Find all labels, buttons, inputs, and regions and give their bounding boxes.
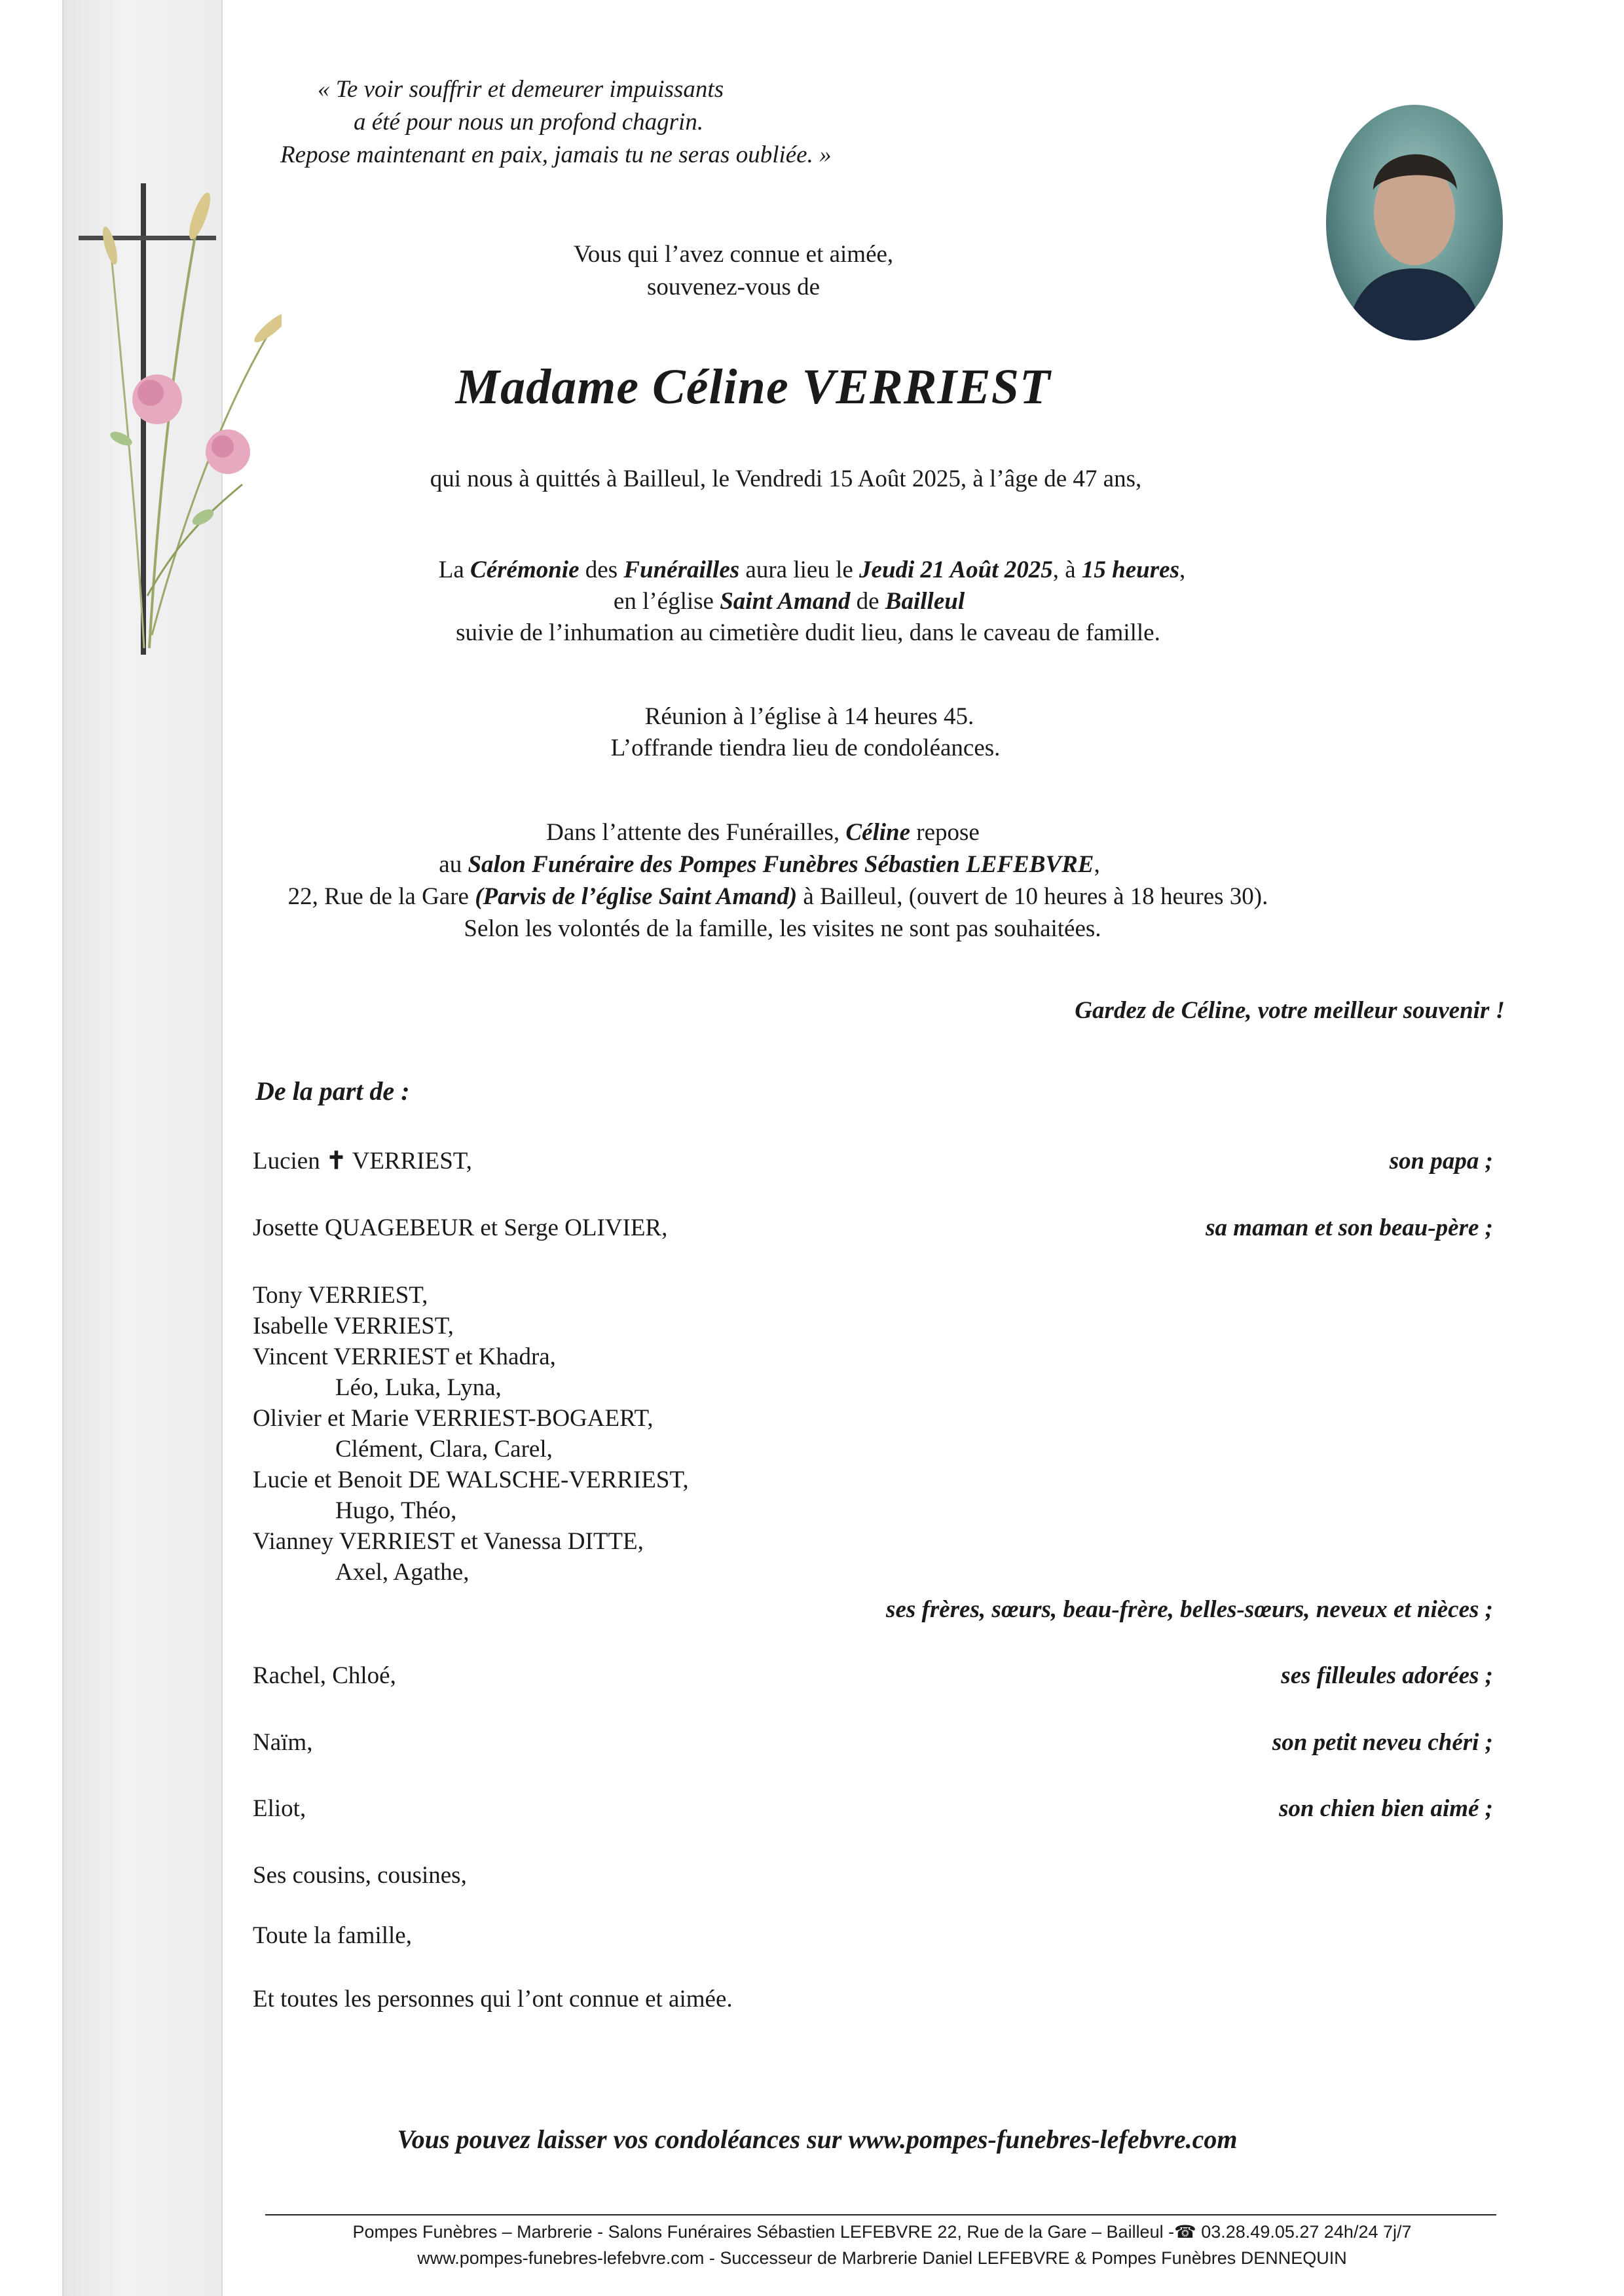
intro-line-1: Vous qui l’avez connue et aimée, xyxy=(573,241,894,268)
from-label: De la part de : xyxy=(255,1076,410,1106)
all-people-line: Et toutes les personnes qui l’ont connue et aimée. xyxy=(253,1986,733,2013)
sibling-line: Olivier et Marie VERRIEST-BOGAERT, xyxy=(253,1405,654,1432)
nephew-role: son petit neveu chéri ; xyxy=(1272,1729,1493,1756)
ceremony-line-2: en l’église Saint Amand de Bailleul xyxy=(613,588,965,615)
sibling-line: Tony VERRIEST, xyxy=(253,1282,428,1309)
sibling-line: Lucie et Benoit DE WALSCHE-VERRIEST, xyxy=(253,1467,689,1493)
quote-line-1: « Te voir souffrir et demeurer impuissants xyxy=(318,76,724,103)
ceremony-line-1: La Cérémonie des Funérailles aura lieu le Jeudi 21 Août 2025, à 15 heures, xyxy=(438,556,1186,583)
sibling-line: Vincent VERRIEST et Khadra, xyxy=(253,1343,556,1370)
keep-memory-line: Gardez de Céline, votre meilleur souvenir ! xyxy=(1075,997,1505,1024)
maman-name: Josette QUAGEBEUR et Serge OLIVIER, xyxy=(253,1214,668,1241)
footer-line-2: www.pompes-funebres-lefebvre.com - Successeur de Marbrerie Daniel LEFEBVRE & Pompes Funèbres DENNEQUIN xyxy=(417,2248,1347,2268)
maman-role: sa maman et son beau-père ; xyxy=(1206,1214,1493,1241)
salon-line-2: au Salon Funéraire des Pompes Funèbres Sébastien LEFEBVRE, xyxy=(439,851,1100,878)
salon-line-3: 22, Rue de la Gare (Parvis de l’église Saint Amand) à Bailleul, (ouvert de 10 heures à 18 heures 30). xyxy=(287,883,1268,910)
footer-divider xyxy=(265,2214,1496,2215)
dog-name: Eliot, xyxy=(253,1795,306,1822)
papa-role: son papa ; xyxy=(1389,1148,1493,1175)
goddaughters-name: Rachel, Chloé, xyxy=(253,1662,396,1689)
quote-line-2: a été pour nous un profond chagrin. xyxy=(354,109,704,136)
meeting-line-1: Réunion à l’église à 14 heures 45. xyxy=(644,703,974,730)
sibling-children-line: Clément, Clara, Carel, xyxy=(335,1436,553,1463)
nephew-name: Naïm, xyxy=(253,1729,313,1756)
cousins-line: Ses cousins, cousines, xyxy=(253,1862,467,1889)
intro-line-2: souvenez-vous de xyxy=(646,274,821,301)
sibling-line: Vianney VERRIEST et Vanessa DITTE, xyxy=(253,1528,644,1555)
sibling-children-line: Léo, Luka, Lyna, xyxy=(335,1374,502,1401)
salon-line-1: Dans l’attente des Funérailles, Céline repose xyxy=(546,819,980,846)
sibling-children-line: Axel, Agathe, xyxy=(335,1559,470,1586)
papa-name: Lucien ✝ VERRIEST, xyxy=(253,1148,472,1175)
footer-line-1: Pompes Funèbres – Marbrerie - Salons Funéraires Sébastien LEFEBVRE 22, Rue de la Gare – Bailleul -☎ 03.28.49.05.27 24h/24 7j/7 xyxy=(352,2222,1412,2242)
ceremony-line-3: suivie de l’inhumation au cimetière dudit lieu, dans le caveau de famille. xyxy=(456,619,1160,646)
sibling-line: Isabelle VERRIEST, xyxy=(253,1313,454,1339)
phone-icon: ☎ xyxy=(1174,2222,1196,2242)
sibling-children-line: Hugo, Théo, xyxy=(335,1497,457,1524)
siblings-role: ses frères, sœurs, beau-frère, belles-sœurs, neveux et nièces ; xyxy=(886,1596,1493,1623)
deceased-name: Madame Céline VERRIEST xyxy=(455,359,1051,414)
all-family-line: Toute la famille, xyxy=(253,1922,412,1949)
goddaughters-role: ses filleules adorées ; xyxy=(1281,1662,1493,1689)
deceased-cross-icon: ✝ xyxy=(325,1148,346,1175)
portrait-person-icon xyxy=(1326,105,1503,340)
meeting-line-2: L’offrande tiendra lieu de condoléances. xyxy=(610,735,1001,761)
dog-role: son chien bien aimé ; xyxy=(1279,1795,1493,1822)
quote-line-3: Repose maintenant en paix, jamais tu ne seras oubliée. » xyxy=(280,141,832,168)
condolences-website-line: Vous pouvez laisser vos condoléances sur www.pompes-funebres-lefebvre.com xyxy=(397,2124,1238,2154)
death-announcement: qui nous à quittés à Bailleul, le Vendredi 15 Août 2025, à l’âge de 47 ans, xyxy=(430,465,1142,492)
portrait-photo xyxy=(1326,105,1503,340)
band-edge-left xyxy=(62,0,64,2296)
salon-line-4: Selon les volontés de la famille, les visites ne sont pas souhaitées. xyxy=(464,915,1101,942)
